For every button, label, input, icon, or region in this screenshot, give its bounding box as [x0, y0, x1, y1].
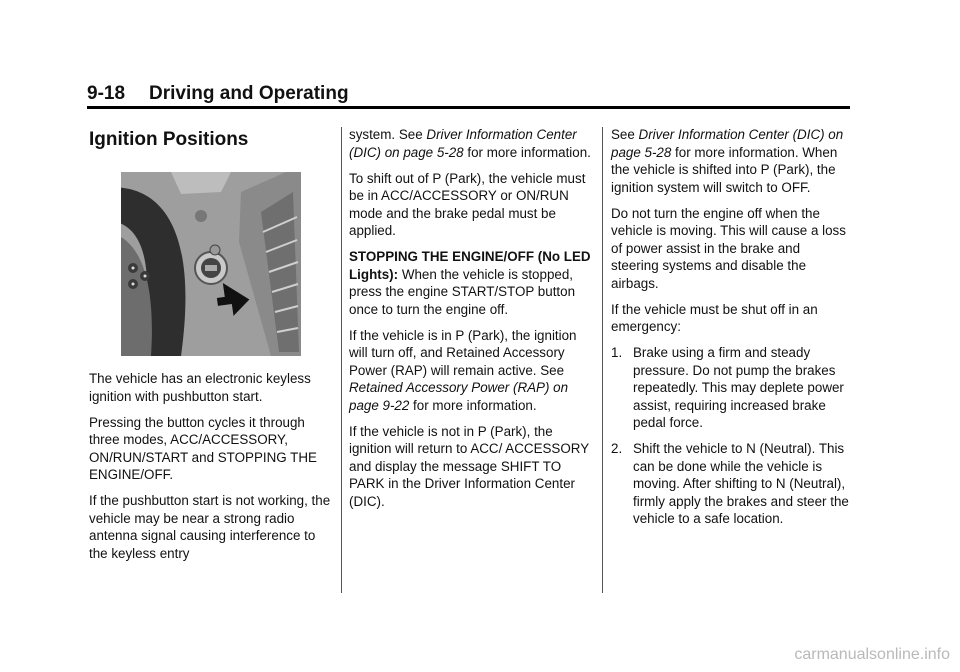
list-number: 2. [611, 441, 623, 456]
page-number: 9-18 [87, 83, 126, 104]
paragraph: Pressing the button cycles it through three modes, ACC/ACCESSORY, ON/RUN/START and STOPPING THE ENGINE/OFF. [89, 414, 317, 482]
column-divider [341, 127, 342, 593]
ignition-photo-illustration [121, 172, 301, 356]
paragraph: To shift out of P (Park), the vehicle must be in ACC/ACCESSORY or ON/RUN mode and the brake pedal must be applied. [349, 170, 586, 238]
cross-reference-link[interactable]: Driver Information Center (DIC) on page 5-28 [611, 127, 844, 160]
section-title: Driving and Operating [149, 83, 349, 104]
text-run: for more information. [409, 397, 537, 413]
text-run: for more information. When the vehicle is shifted into P (Park), the ignition system will switch to OFF. [611, 144, 838, 195]
paragraph [611, 126, 851, 196]
column-3-text [611, 126, 851, 536]
paragraph: Do not turn the engine off when the vehicle is moving. This will cause a loss of power assist in the brake and steering systems and disable the airbags. [611, 205, 846, 291]
cross-reference-link[interactable]: Driver Information Center (DIC) on page 5-28 [349, 127, 577, 160]
paragraph: If the vehicle is not in P (Park), the ignition will return to ACC/ ACCESSORY and display the message SHIFT TO PARK in the Driver Information Center (DIC). [349, 423, 589, 509]
list-number: 1. [611, 345, 623, 360]
watermark: carmanualsonline.info [794, 646, 950, 663]
paragraph [349, 248, 593, 318]
column-1-text [89, 370, 337, 571]
column-2-text [349, 126, 593, 519]
paragraph: If the vehicle must be shut off in an emergency: [611, 301, 818, 334]
ignition-button-photo [121, 172, 301, 356]
list-item [611, 440, 851, 528]
list-text: Shift the vehicle to N (Neutral). This can be done while the vehicle is moving. After shifting to N (Neutral), firmly apply the brakes and steer the vehicle to a safe location. [633, 441, 849, 526]
list-text: Brake using a firm and steady pressure. Do not pump the brakes repeatedly. This may deplete power assist, requiring increased brake pedal force. [633, 345, 844, 430]
text-run: When the vehicle is stopped, press the engine START/STOP button once to turn the engine off. [349, 266, 576, 317]
text-run: See [611, 127, 639, 142]
page-heading: Ignition Positions [89, 129, 249, 150]
paragraph [349, 126, 593, 161]
paragraph: If the pushbutton start is not working, the vehicle may be near a strong radio antenna signal causing interference to the keyless entry [89, 493, 331, 561]
page-header [87, 80, 850, 109]
list-item [611, 344, 851, 432]
text-run: for more information. [463, 144, 591, 160]
cross-reference-link[interactable]: Retained Accessory Power (RAP) on page 9-22 [349, 380, 569, 413]
paragraph [349, 327, 593, 415]
text-run: system. See [349, 127, 427, 142]
text-run: If the vehicle is in P (Park), the ignition will turn off, and Retained Accessory Power (RAP) will remain active. See [349, 327, 577, 378]
paragraph: The vehicle has an electronic keyless ignition with pushbutton start. [89, 371, 311, 404]
numbered-list [611, 344, 851, 528]
bold-label: STOPPING THE ENGINE/OFF (No LED Lights): [349, 249, 591, 282]
column-divider [602, 127, 603, 593]
